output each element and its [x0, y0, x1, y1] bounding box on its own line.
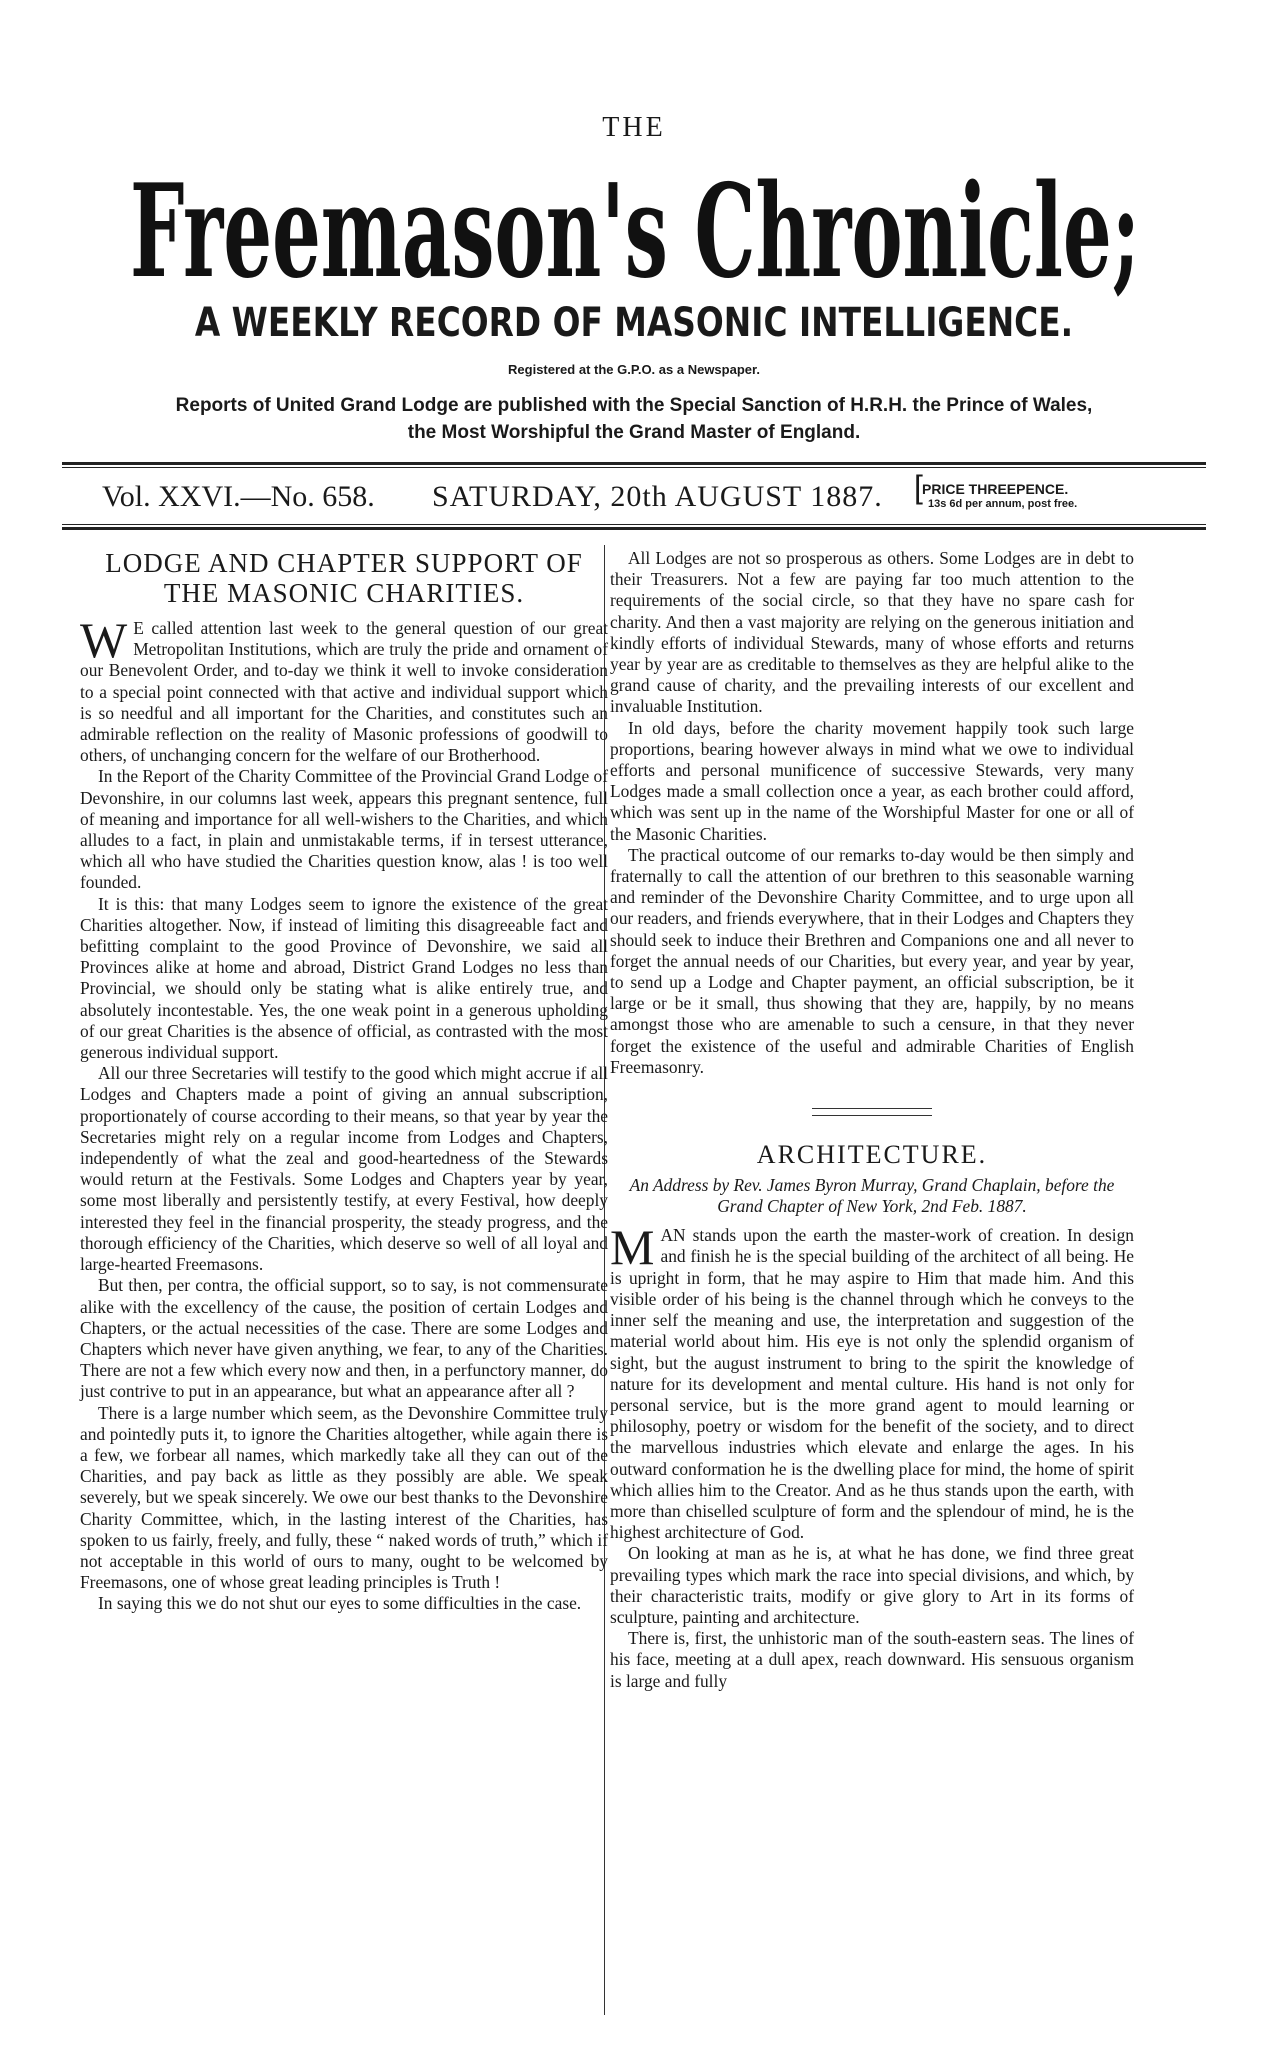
header-rule-bottom-thin — [62, 524, 1206, 525]
article1-paragraph: There is a large number which seem, as the Devonshire Committee truly and pointedly puts it, to ignore the Charities altogether, while again there is a few, we forbear all names, which markedly take all they can out of the Charities, and pay back as little as they possibly are able. We speak severely, but we speak sincerely. We owe our best thanks to the Devonshire Charity Committee, which, in the lasting interest of the Charities, has spoken to us fairly, freely, and fully, these “ naked words of truth,” which if not acceptable in this world of ours to many, ought to be welcomed by Freemasons, one of whose great leading principles is Truth ! — [80, 1402, 608, 1593]
masthead-logo — [120, 158, 1150, 308]
article1-paragraph: It is this: that many Lodges seem to ignore the existence of the great Charities altogether. Now, if instead of limiting this disagreeable fact and befitting complaint to the good Province of Devonshire, we said all Provinces alike at home and abroad, District Grand Lodges no less than Provincial, we should only be stating what is alike entirely true, and absolutely incontestable. Yes, the one weak point in a generous upholding of our great Charities is the absence of official, as contrasted with the most generous individual support. — [80, 893, 608, 1063]
masthead-subtitle: A WEEKLY RECORD OF MASONIC INTELLIGENCE. — [194, 300, 1074, 346]
article-title-charities: LODGE AND CHAPTER SUPPORT OF THE MASONIC CHARITIES. — [105, 548, 583, 608]
article2-byline: An Address by Rev. James Byron Murray, Grand Chaplain, before the Grand Chapter of New York, 2nd Feb. 1887. — [629, 1175, 1115, 1217]
article1-paragraph: In the Report of the Charity Committee of the Provincial Grand Lodge of Devonshire, in our columns last week, appears this pregnant sentence, full of meaning and importance for all well-wishers to the Charities, and which alludes to a fact, in plain and unmistakable terms, if in tersest utterance, which all who have studied the Charities question know, alas ! is too well founded. — [80, 766, 609, 893]
registered-note: Registered at the G.P.O. as a Newspaper. — [508, 362, 760, 377]
price-label: PRICE THREEPENCE. — [922, 481, 1069, 497]
article2-p1-text: AN stands upon the earth the master-work of creation. In design and finish he is the special building of the architect of all being. He is upright in form, that he may aspire to Him that made him. And this visible order of his being is the channel through which he conveys to the inner self the meaning and use, the interpretation and suggestion of the material world about him. His eye is not only the splendid organism of sight, but the august instrument to bring to the spirit the knowledge of nature for its development and mental culture. His hand is not only for personal service, but is the more grand agent to mould learning or philosophy, poetry or wisdom for the benefit of the society, and to direct the marvellous industries which elevate and enlarge the ages. In his outward conformation he is the dwelling place for mind, the home of spirit which allies him to the Creator. And as he thus stands upon the earth, with more than chiselled sculpture of form and the splendour of mind, he is the highest architecture of God. — [610, 1225, 1134, 1543]
right-column — [610, 548, 1134, 1692]
article-title-architecture: ARCHITECTURE. — [756, 1140, 988, 1170]
issue-date: SATURDAY, 20th AUGUST 1887. — [432, 480, 883, 513]
reports-line-1: Reports of United Grand Lodge are published with the Special Sanction of H.R.H. the Prince of Wales, — [175, 395, 1093, 416]
dropcap-w: W — [80, 612, 128, 668]
article1-paragraph: In old days, before the charity movement happily took such large proportions, bearing however always in mind what we owe to individual efforts and personal munificence of successive Stewards, very many Lodges made a small collection once a year, as each brother could afford, which was sent up in the name of the Worshipful Master for one or all of the Masonic Charities. — [610, 717, 1134, 844]
price-block — [914, 469, 1078, 512]
header-rule-top — [62, 462, 1206, 465]
volume-number: Vol. XXVI.—No. 658. — [102, 480, 375, 513]
article1-paragraph: The practical outcome of our remarks to-day would be then simply and fraternally to call the attention of our brethren to this seasonable warning and reminder of the Devonshire Charity Committee, and to urge upon all our readers, and friends everywhere, that in their Lodges and Chapters they should seek to induce their Brethren and Companions one and all never to forget the annual needs of our Charities, but every year, and year by year, to send up a Lodge and Chapter payment, an official subscription, be it large or be it small, thus showing that they are, happily, by no means amongst those who are amenable to such a censure, in that they never forget the existence of the useful and admirable Charities of English Freemasonry. — [610, 844, 1134, 1077]
article2-paragraph: On looking at man as he is, at what he has done, we find three great prevailing types which mark the race into special divisions, and which, by their characteristic traits, modify or give glory to Art in its forms of sculpture, painting and architecture. — [610, 1543, 1134, 1627]
header-rule-top-thin — [62, 467, 1206, 468]
article1-paragraph — [80, 612, 608, 766]
masthead-title-text: Freemason's Chronicle; — [130, 158, 1140, 307]
article2-paragraph — [610, 1219, 1134, 1543]
price-bracket-icon: [ — [914, 469, 923, 505]
masthead-the: THE — [602, 112, 666, 143]
article2-paragraph: There is, first, the unhistoric man of the south-eastern seas. The lines of his face, meeting at a dull apex, reach downward. His sensuous organism is large and fully — [610, 1628, 1134, 1691]
header-rule-bottom — [62, 527, 1206, 530]
masthead-blackletter-title — [120, 158, 1150, 308]
article1-paragraph: In saying this we do not shut our eyes to some difficulties in the case. — [98, 1593, 582, 1614]
article1-paragraph: All Lodges are not so prosperous as others. Some Lodges are in debt to their Treasurers. Not a few are paying far too much attention to the requirements of the social circle, so that they have no spare cash for charity. And then a vast majority are relying on the generous initiation and kindly efforts of individual Stewards, many of whose efforts and returns year by year are as creditable to themselves as they are helpful alike to the grand cause of charity, and the prevailing interests of our excellent and invaluable Institution. — [610, 548, 1134, 717]
subscription-label: 13s 6d per annum, post free. — [928, 498, 1078, 510]
section-separator — [812, 1108, 932, 1116]
reports-notice — [60, 392, 1208, 446]
reports-line-2: the Most Worshipful the Grand Master of England. — [407, 422, 861, 443]
issue-line — [62, 469, 1206, 518]
article1-p1-text: E called attention last week to the general question of our great Metropolitan Institutions, which are truly the pride and ornament of our Benevolent Order, and to-day we think it well to invoke consideration to a special point connected with that active and individual support which is so needful and all important for the Charities, and constitutes such an admirable reflection on the reality of Masonic professions of goodwill to others, of unchanging concern for the welfare of our Brotherhood. — [80, 618, 608, 766]
article1-paragraph: All our three Secretaries will testify to the good which might accrue if all Lodges and Chapters made a point of giving an annual subscription, proportionately of course according to their means, so that year by year the Secretaries might rely on a regular income from Lodges and Chapters, independently of what the zeal and good-heartedness of the Stewards would return at the Festivals. Some Lodges and Chapters year by year, some most liberally and persistently testify, at every Festival, how deeply interested they feel in the financial prosperity, the steady progress, and the thorough efficiency of the Charities, which deserve so well of all loyal and large-hearted Freemasons. — [80, 1063, 608, 1275]
dropcap-m: M — [610, 1219, 655, 1276]
article1-paragraph: But then, per contra, the official support, so to say, is not commensurate alike with the excellency of the cause, the position of certain Lodges and Chapters, or the actual necessities of the case. There are some Lodges and Chapters which never have given anything, we fear, to any of the Charities. There are not a few which every now and then, in a perfunctory manner, do just contrive to put in an appearance, but what an appearance after all ? — [80, 1275, 608, 1402]
left-column — [80, 548, 608, 1615]
